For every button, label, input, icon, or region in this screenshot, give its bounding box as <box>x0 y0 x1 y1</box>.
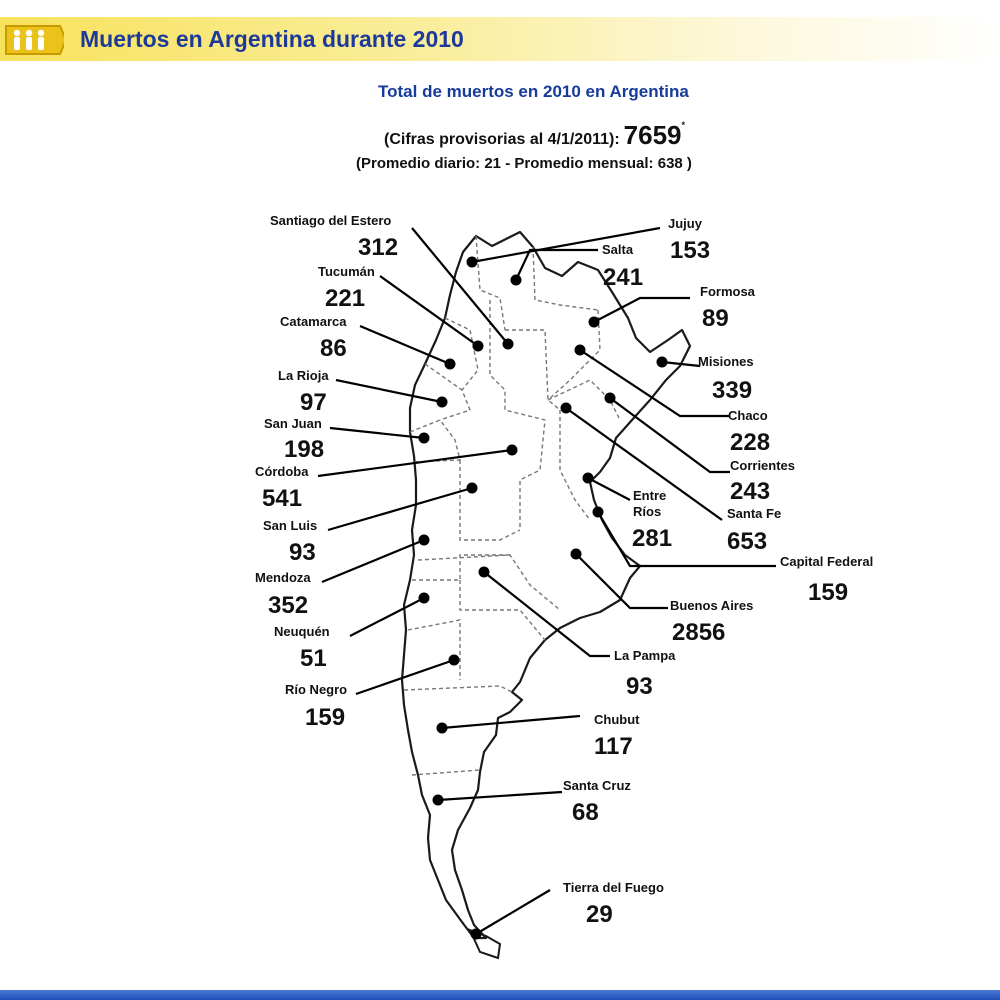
province-name-catamarca: Catamarca <box>280 314 347 329</box>
province-name-la-pampa: La Pampa <box>614 648 676 663</box>
marker-corrientes <box>605 393 616 404</box>
province-name-chubut: Chubut <box>594 712 640 727</box>
province-value-buenos-aires: 2856 <box>672 619 726 646</box>
province-value-san-luis: 93 <box>289 539 316 566</box>
province-value-capital-federal: 159 <box>808 579 849 606</box>
leader-line-san-luis <box>328 488 472 530</box>
province-value-la-rioja: 97 <box>300 389 327 416</box>
province-value-jujuy: 153 <box>670 237 711 264</box>
marker-santa-fe <box>561 403 572 414</box>
province-name-entre-rios: Entre <box>633 488 667 503</box>
marker-cordoba <box>507 445 518 456</box>
marker-buenos-aires <box>571 549 582 560</box>
province-name-san-luis: San Luis <box>263 518 318 533</box>
leader-line-catamarca <box>360 326 450 364</box>
province-value-misiones: 339 <box>712 377 753 404</box>
country-outline <box>402 232 690 938</box>
leader-line-santa-cruz <box>438 792 562 800</box>
province-name-tucuman: Tucumán <box>318 264 375 279</box>
province-name-la-rioja: La Rioja <box>278 368 329 383</box>
province-name-salta: Salta <box>602 242 634 257</box>
province-name-santiago-del-estero: Santiago del Estero <box>270 213 392 228</box>
province-value-mendoza: 352 <box>268 592 309 619</box>
province-markers <box>318 228 776 940</box>
marker-entre-rios <box>583 473 594 484</box>
province-value-santa-fe: 653 <box>727 528 768 555</box>
province-name-buenos-aires: Buenos Aires <box>670 598 754 613</box>
province-value-corrientes: 243 <box>730 478 771 505</box>
province-name-jujuy: Jujuy <box>668 216 702 231</box>
province-value-santa-cruz: 68 <box>572 799 599 826</box>
marker-la-pampa <box>479 567 490 578</box>
province-name-rio-negro: Río Negro <box>285 682 348 697</box>
province-value-chaco: 228 <box>730 429 771 456</box>
footer-bar <box>0 990 1000 1000</box>
leader-line-mendoza <box>322 540 424 582</box>
marker-tierra-del-fuego <box>471 929 482 940</box>
marker-la-rioja <box>437 397 448 408</box>
marker-san-luis <box>467 483 478 494</box>
marker-salta <box>511 275 522 286</box>
province-value-formosa: 89 <box>702 305 729 332</box>
province-value-san-juan: 198 <box>284 436 325 463</box>
province-name-misiones: Misiones <box>698 354 754 369</box>
province-value-catamarca: 86 <box>320 335 347 362</box>
marker-rio-negro <box>449 655 460 666</box>
province-name-formosa: Formosa <box>700 284 755 299</box>
leader-line-buenos-aires <box>576 554 668 608</box>
marker-jujuy <box>467 257 478 268</box>
total-value: 7659 <box>623 120 682 150</box>
leader-line-chubut <box>442 716 580 728</box>
province-value-neuquen: 51 <box>300 645 327 672</box>
marker-chubut <box>437 723 448 734</box>
province-value-tucuman: 221 <box>325 285 366 312</box>
province-name-corrientes: Corrientes <box>730 458 796 473</box>
province-name-cordoba: Córdoba <box>255 464 309 479</box>
map-subtitle: Total de muertos en 2010 en Argentina <box>378 82 689 101</box>
province-value-salta: 241 <box>603 264 644 291</box>
province-name-entre-rios-2: Ríos <box>633 504 662 519</box>
province-name-san-juan: San Juan <box>264 416 322 431</box>
page-title: Muertos en Argentina durante 2010 <box>80 26 464 52</box>
marker-tucuman <box>473 341 484 352</box>
province-name-tierra-del-fuego: Tierra del Fuego <box>563 880 664 895</box>
leader-line-formosa <box>594 298 690 322</box>
marker-capital-federal <box>593 507 604 518</box>
province-value-tierra-del-fuego: 29 <box>586 901 613 928</box>
marker-formosa <box>589 317 600 328</box>
province-value-entre-rios: 281 <box>632 525 673 552</box>
marker-santiago-del-estero <box>503 339 514 350</box>
marker-chaco <box>575 345 586 356</box>
province-name-capital-federal: Capital Federal <box>780 554 874 569</box>
marker-misiones <box>657 357 668 368</box>
marker-catamarca <box>445 359 456 370</box>
marker-santa-cruz <box>433 795 444 806</box>
cifras-label: (Cifras provisorias al 4/1/2011): <box>384 131 620 148</box>
marker-san-juan <box>419 433 430 444</box>
province-name-santa-fe: Santa Fe <box>727 506 782 521</box>
leader-line-tucuman <box>380 276 478 346</box>
promedio-line: (Promedio diario: 21 - Promedio mensual: 638 ) <box>356 155 692 172</box>
total-footnote-mark: * <box>681 120 686 130</box>
leader-line-neuquen <box>350 598 424 636</box>
leader-line-tierra-del-fuego <box>476 890 550 934</box>
province-value-cordoba: 541 <box>262 485 303 512</box>
province-name-mendoza: Mendoza <box>255 570 311 585</box>
province-value-la-pampa: 93 <box>626 673 653 700</box>
province-value-chubut: 117 <box>594 733 633 760</box>
province-name-neuquen: Neuquén <box>274 624 330 639</box>
marker-mendoza <box>419 535 430 546</box>
province-value-santiago-del-estero: 312 <box>358 234 399 261</box>
marker-neuquen <box>419 593 430 604</box>
province-name-chaco: Chaco <box>728 408 768 423</box>
leader-line-la-rioja <box>336 380 442 402</box>
province-name-santa-cruz: Santa Cruz <box>563 778 631 793</box>
province-value-rio-negro: 159 <box>305 704 346 731</box>
